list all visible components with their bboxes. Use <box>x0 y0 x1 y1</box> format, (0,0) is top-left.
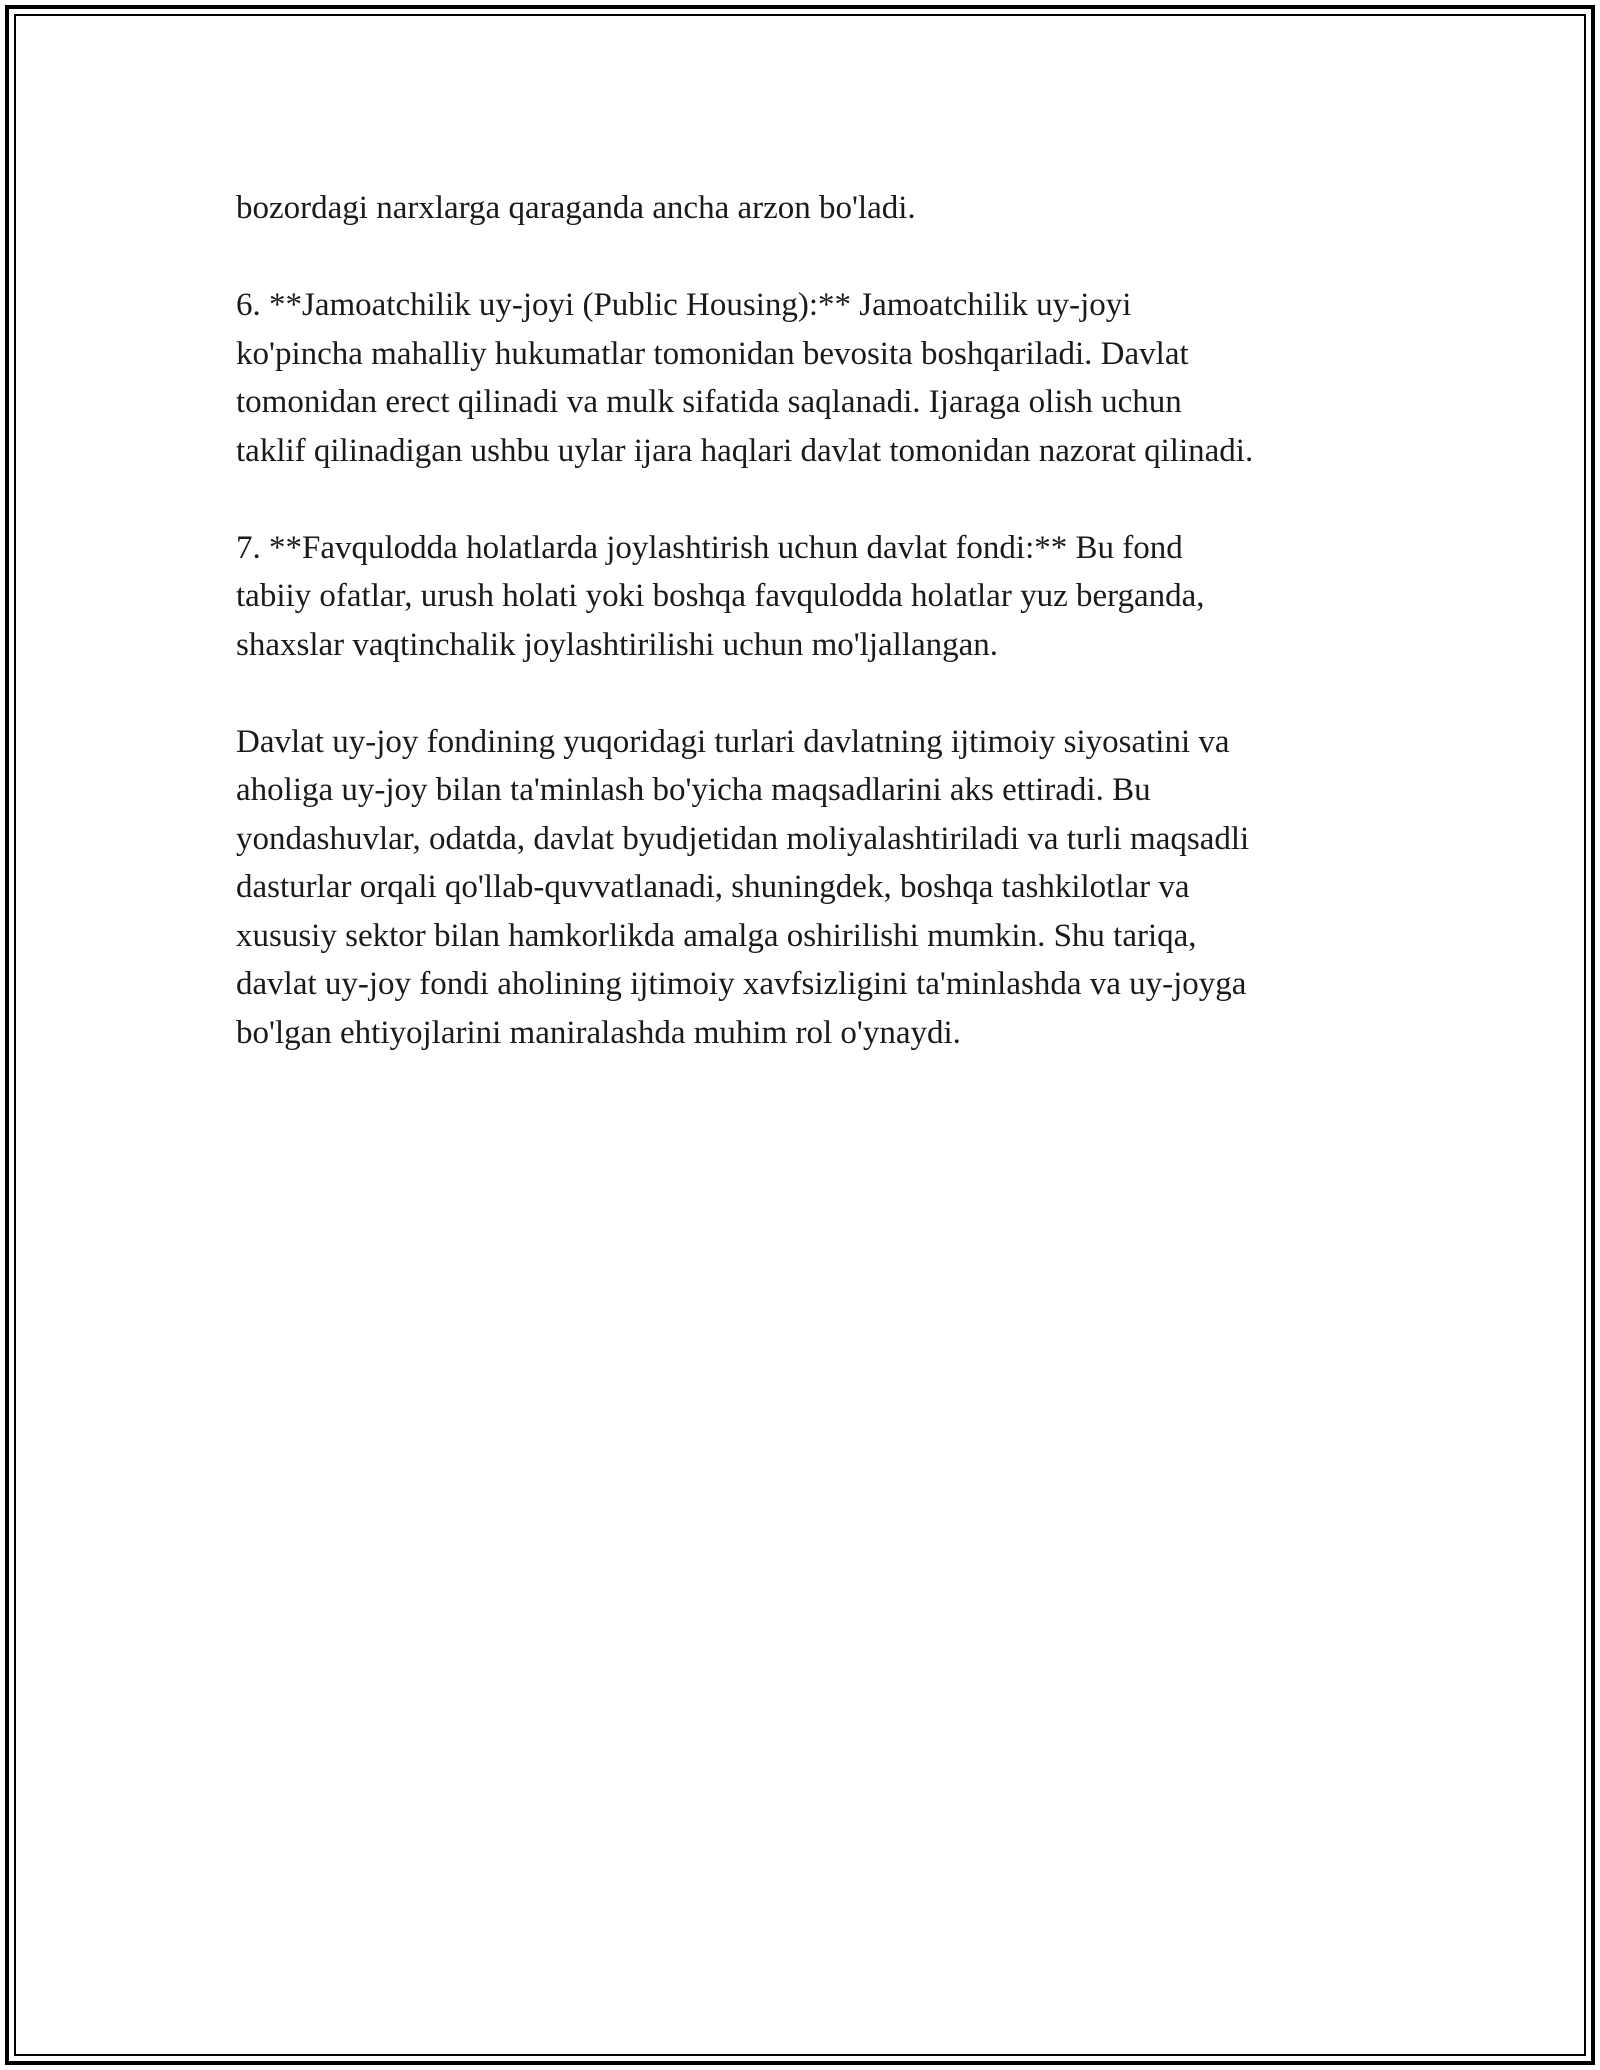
text-line: dasturlar orqali qo'llab-quvvatlanadi, shuningdek, boshqa tashkilotlar va <box>236 869 1190 905</box>
text-line: aholiga uy-joy bilan ta'minlash bo'yicha maqsadlarini aks ettiradi. Bu <box>236 772 1151 808</box>
paragraph-continuation <box>236 184 1416 233</box>
paragraph-conclusion <box>236 718 1416 1058</box>
text-line: 6. **Jamoatchilik uy-joyi (Public Housing):** Jamoatchilik uy-joyi <box>236 287 1132 323</box>
text-line: tabiiy ofatlar, urush holati yoki boshqa favqulodda holatlar yuz berganda, <box>236 578 1205 614</box>
text-line: bo'lgan ehtiyojlarini maniralashda muhim rol o'ynaydi. <box>236 1014 961 1051</box>
text-line: Davlat uy-joy fondining yuqoridagi turlari davlatning ijtimoiy siyosatini va <box>236 723 1230 760</box>
text-line: 7. **Favqulodda holatlarda joylashtirish uchun davlat fondi:** Bu fond <box>236 529 1183 566</box>
text-line: xususiy sektor bilan hamkorlikda amalga oshirilishi mumkin. Shu tariqa, <box>236 917 1197 954</box>
paragraph-emergency-fund <box>236 524 1416 670</box>
text-line: davlat uy-joy fondi aholining ijtimoiy xavfsizligini ta'minlashda va uy-joyga <box>236 966 1247 1002</box>
text-line: shaxslar vaqtinchalik joylashtirilishi uchun mo'ljallangan. <box>236 626 999 663</box>
document-body <box>236 184 1416 1106</box>
text-line: ko'pincha mahalliy hukumatlar tomonidan bevosita boshqariladi. Davlat <box>236 335 1189 372</box>
text-line: taklif qilinadigan ushbu uylar ijara haqlari davlat tomonidan nazorat qilinadi. <box>236 432 1254 469</box>
text-line: tomonidan erect qilinadi va mulk sifatida saqlanadi. Ijaraga olish uchun <box>236 384 1182 420</box>
text-line: bozordagi narxlarga qaraganda ancha arzon bo'ladi. <box>236 190 916 226</box>
paragraph-public-housing <box>236 281 1416 475</box>
text-line: yondashuvlar, odatda, davlat byudjetidan moliyalashtiriladi va turli maqsadli <box>236 820 1250 857</box>
